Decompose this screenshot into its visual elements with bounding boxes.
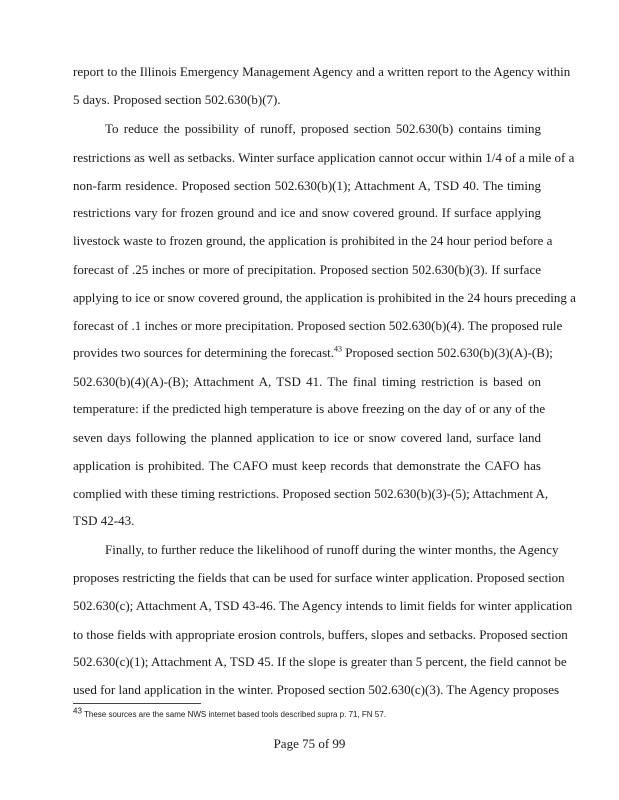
text-line-with-footnote: [73, 344, 553, 361]
paragraph-first-line: Finally, to further reduce the likelihood of runoff during the winter months, the Agency: [105, 542, 559, 557]
text-line: forecast of .1 inches or more precipitation. Proposed section 502.630(b)(4). The proposed rule: [73, 318, 563, 333]
text-line: report to the Illinois Emergency Management Agency and a written report to the Agency within: [73, 64, 571, 79]
text-line: livestock waste to frozen ground, the application is prohibited in the 24 hour period before a: [73, 233, 553, 248]
footnote: [73, 706, 386, 720]
text-line: seven days following the planned application to ice or snow covered land, surface land: [73, 430, 541, 445]
text-line: proposes restricting the fields that can be used for surface winter application. Proposed section: [73, 570, 565, 585]
text-line: non-farm residence. Proposed section 502.630(b)(1); Attachment A, TSD 40. The timing: [73, 178, 541, 193]
text-line: temperature: if the predicted high temperature is above freezing on the day of or any of the: [73, 401, 546, 416]
text-line: 5 days. Proposed section 502.630(b)(7).: [73, 92, 281, 107]
footnote-text: These sources are the same NWS internet based tools described supra p. 71, FN 57.: [81, 710, 386, 719]
text-line: restrictions vary for frozen ground and ice and snow covered ground. If surface applying: [73, 205, 541, 220]
text-segment: provides two sources for determining the forecast.: [73, 345, 335, 360]
text-line: complied with these timing restrictions. Proposed section 502.630(b)(3)-(5); Attachment A,: [73, 486, 549, 501]
text-line: TSD 42-43.: [73, 513, 135, 528]
footnote-reference: 43: [334, 344, 343, 354]
text-line: applying to ice or snow covered ground, the application is prohibited in the 24 hours preceding a: [73, 290, 576, 305]
text-line: restrictions as well as setbacks. Winter surface application cannot occur within 1/4 of a mile of a: [73, 150, 575, 165]
footnote-separator: [73, 703, 201, 704]
text-line: application is prohibited. The CAFO must keep records that demonstrate the CAFO has: [73, 458, 541, 473]
page-number: Page 75 of 99: [273, 736, 346, 751]
text-line: forecast of .25 inches or more of precipitation. Proposed section 502.630(b)(3). If surface: [73, 262, 541, 277]
text-segment: Proposed section 502.630(b)(3)(A)-(B);: [345, 345, 553, 360]
text-line: used for land application in the winter. Proposed section 502.630(c)(3). The Agency proposes: [73, 682, 560, 697]
paragraph-first-line: To reduce the possibility of runoff, proposed section 502.630(b) contains timing: [105, 121, 541, 136]
text-line: 502.630(c)(1); Attachment A, TSD 45. If the slope is greater than 5 percent, the field cannot be: [73, 654, 567, 669]
text-line: to those fields with appropriate erosion controls, buffers, slopes and setbacks. Proposed section: [73, 627, 568, 642]
text-line: 502.630(b)(4)(A)-(B); Attachment A, TSD 41. The final timing restriction is based on: [73, 374, 541, 389]
text-line: 502.630(c); Attachment A, TSD 43-46. The Agency intends to limit fields for winter application: [73, 598, 573, 613]
footnote-number: 43: [73, 706, 82, 716]
